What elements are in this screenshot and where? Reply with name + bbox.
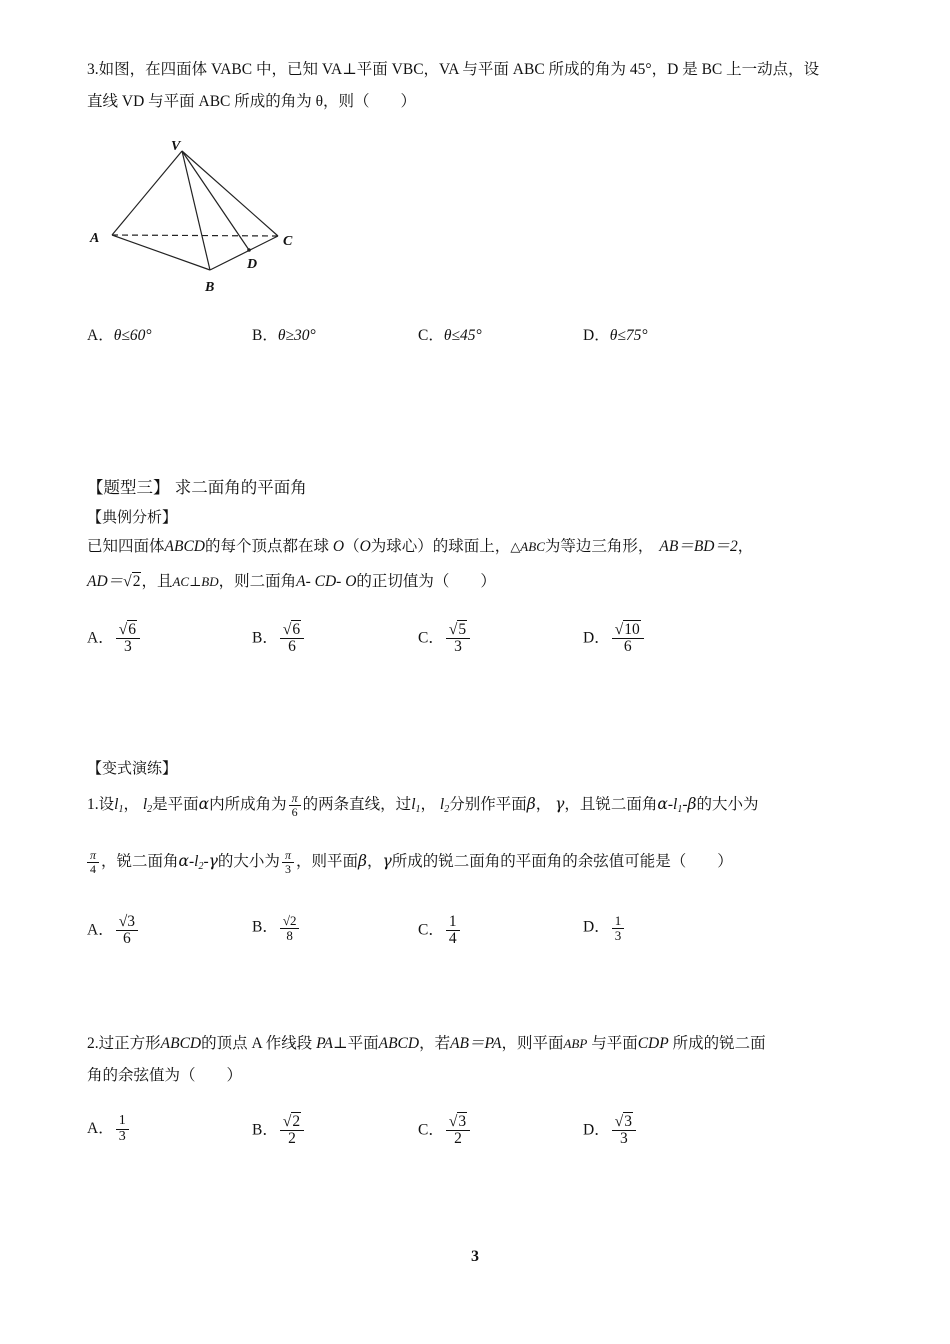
example-option-c[interactable]: C． $\frac{√5}{3}$ — [418, 622, 472, 656]
edge-va — [112, 151, 182, 235]
point-d — [247, 248, 251, 252]
label-c: C — [283, 234, 293, 249]
p2-option-d[interactable]: D． $\frac{√3}{3}$ — [583, 1114, 638, 1148]
label-b: B — [205, 280, 215, 295]
label-v: V — [171, 139, 181, 154]
p1-option-b[interactable]: B． $\frac{√2}{8}$ — [252, 914, 301, 942]
p2-line1: 2.过正方形ABCD的顶点 A 作线段 PA⊥平面ABCD，若AB＝PA，则平面ABP 与平面CDP 所成的锐二面 — [87, 1035, 766, 1052]
p1-line2: $\frac{\pi}{4}$ ，锐二面角α-l2-γ的大小为 $\frac{\pi}{3}$ ，则平面β，γ所成的锐二面角的平面角的余弦值可能是（ ） — [87, 846, 733, 882]
example-option-a[interactable]: A． $\frac{√6}{3}$ — [87, 622, 142, 656]
p2-line2: 角的余弦值为（ ） — [87, 1067, 243, 1084]
p1-option-c[interactable]: C． $\frac{1}{4}$ — [418, 914, 462, 948]
p2-option-a[interactable]: A． $\frac{1}{3}$ — [87, 1114, 131, 1144]
q3-option-c[interactable]: C．θ≤45° — [418, 327, 482, 344]
edge-vc — [182, 151, 278, 236]
p1-line1: 1.设l1， l2是平面α内所成角为 $\frac{\pi}{6}$ 的两条直线，过l1， l2分别作平面β， γ，且锐二面角α-l1-β的大小为 — [87, 791, 759, 819]
p1-option-d[interactable]: D． $\frac{1}{3}$ — [583, 914, 626, 942]
edge-vb — [182, 151, 210, 270]
q3-option-a[interactable]: A．θ≤60° — [87, 327, 152, 344]
q3-option-d[interactable]: D．θ≤75° — [583, 327, 648, 344]
label-a: A — [90, 231, 100, 246]
edge-ac-hidden — [112, 235, 278, 236]
p2-option-c[interactable]: C． $\frac{√3}{2}$ — [418, 1114, 472, 1148]
p2-option-b[interactable]: B． $\frac{√2}{2}$ — [252, 1114, 306, 1148]
p1-option-a[interactable]: A． $\frac{√3}{6}$ — [87, 914, 140, 948]
example-line1: 已知四面体ABCD的每个顶点都在球 O（O为球心）的球面上，△ABC为等边三角形， AB＝BD＝2， — [87, 538, 754, 555]
section-title: 【题型三】 求二面角的平面角 — [87, 478, 307, 497]
q3-option-b[interactable]: B．θ≥30° — [252, 327, 316, 344]
page-number: 3 — [471, 1248, 479, 1265]
q3-stem-line1: 3.如图，在四面体 VABC 中，已知 VA⊥平面 VBC，VA 与平面 ABC 所成的角为 45°，D 是 BC 上一动点，设 — [87, 61, 820, 78]
label-d: D — [247, 257, 258, 272]
q3-stem-line2: 直线 VD 与平面 ABC 所成的角为 θ，则（ ） — [87, 93, 417, 110]
example-line2: AD＝√2，且AC⊥BD，则二面角A- CD- O的正切值为（ ） — [87, 573, 496, 590]
edge-bc — [210, 236, 278, 270]
example-option-b[interactable]: B． $\frac{√6}{6}$ — [252, 622, 306, 656]
example-label: 【典例分析】 — [87, 508, 178, 526]
tetrahedron-figure — [85, 135, 305, 295]
practice-label: 【变式演练】 — [87, 759, 178, 777]
example-option-d[interactable]: D． $\frac{√10}{6}$ — [583, 622, 646, 656]
edge-ab — [112, 235, 210, 270]
